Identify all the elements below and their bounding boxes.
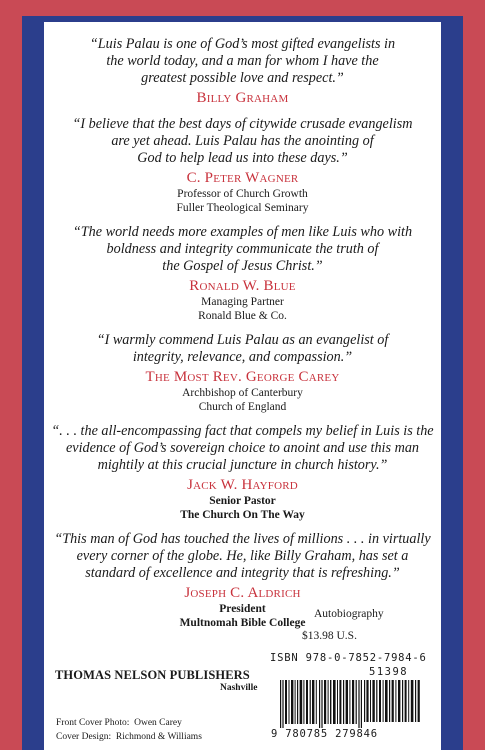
endorsement <box>44 36 441 107</box>
endorser-role: Senior Pastor <box>209 495 276 507</box>
endorser-name: Joseph C. Aldrich <box>184 585 301 601</box>
endorsement <box>44 224 441 323</box>
price-label: $13.98 U.S. <box>302 630 357 642</box>
endorsements <box>44 36 441 639</box>
isbn-label: ISBN 978-0-7852-7984-6 <box>270 652 427 664</box>
price-addon-code: 51398 <box>369 666 409 678</box>
endorsement-quote: “This man of God has touched the lives of millions . . . in virtually every corner of the globe. He, like Billy Graham, has set a standard of excellence and integrity that is refreshing.” <box>54 531 431 581</box>
cover-footer <box>44 590 441 750</box>
endorsement <box>44 332 441 414</box>
endorsement-quote: “I believe that the best days of citywide crusade evangelism are yet ahead. Luis Palau has the anointing of God to help lead us into these days.” <box>72 116 413 166</box>
endorsement-quote: “. . . the all-encompassing fact that compels my belief in Luis is the evidence of God’s sovereign choice to anoint and use this man mightily at this crucial juncture in church history.” <box>51 423 434 473</box>
barcode-number: 9 780785 279846 <box>271 728 378 740</box>
endorser-organization: Ronald Blue & Co. <box>198 310 287 322</box>
endorsement <box>44 116 441 215</box>
endorsement-quote: “I warmly commend Luis Palau as an evangelist of integrity, relevance, and compassion.” <box>96 332 389 365</box>
endorsement <box>44 423 441 522</box>
cover-photo-credit: Front Cover Photo: Owen Carey <box>56 718 182 728</box>
endorser-role: Archbishop of Canterbury <box>182 387 303 399</box>
barcode-icon <box>280 680 362 728</box>
endorser-name: Ronald W. Blue <box>189 278 296 294</box>
addon-barcode-icon <box>364 680 422 722</box>
endorsement-quote: “The world needs more examples of men like Luis who with boldness and integrity communicate the truth of the Gospel of Jesus Christ.” <box>72 224 413 274</box>
endorser-role: President <box>219 603 266 615</box>
endorser-name: C. Peter Wagner <box>186 170 299 186</box>
back-cover-panel <box>44 22 441 750</box>
endorser-role: Professor of Church Growth <box>177 188 308 200</box>
endorsement-quote: “Luis Palau is one of God’s most gifted evangelists in the world today, and a man for whom I have the greatest possible love and respect.” <box>89 36 396 86</box>
publisher-name: THOMAS NELSON PUBLISHERS <box>55 668 250 682</box>
endorser-organization: Fuller Theological Seminary <box>176 202 309 214</box>
endorser-organization: Church of England <box>198 401 287 413</box>
endorser-name: Billy Graham <box>196 90 289 106</box>
endorser-name: The Most Rev. George Carey <box>145 369 340 385</box>
endorser-organization: Multnomah Bible College <box>179 617 306 629</box>
publisher-city: Nashville <box>220 683 258 693</box>
endorser-role: Managing Partner <box>201 296 284 308</box>
endorser-name: Jack W. Hayford <box>187 477 298 493</box>
endorser-organization: The Church On The Way <box>180 509 305 521</box>
cover-design-credit: Cover Design: Richmond & Williams <box>56 732 202 742</box>
genre-label: Autobiography <box>314 608 384 620</box>
